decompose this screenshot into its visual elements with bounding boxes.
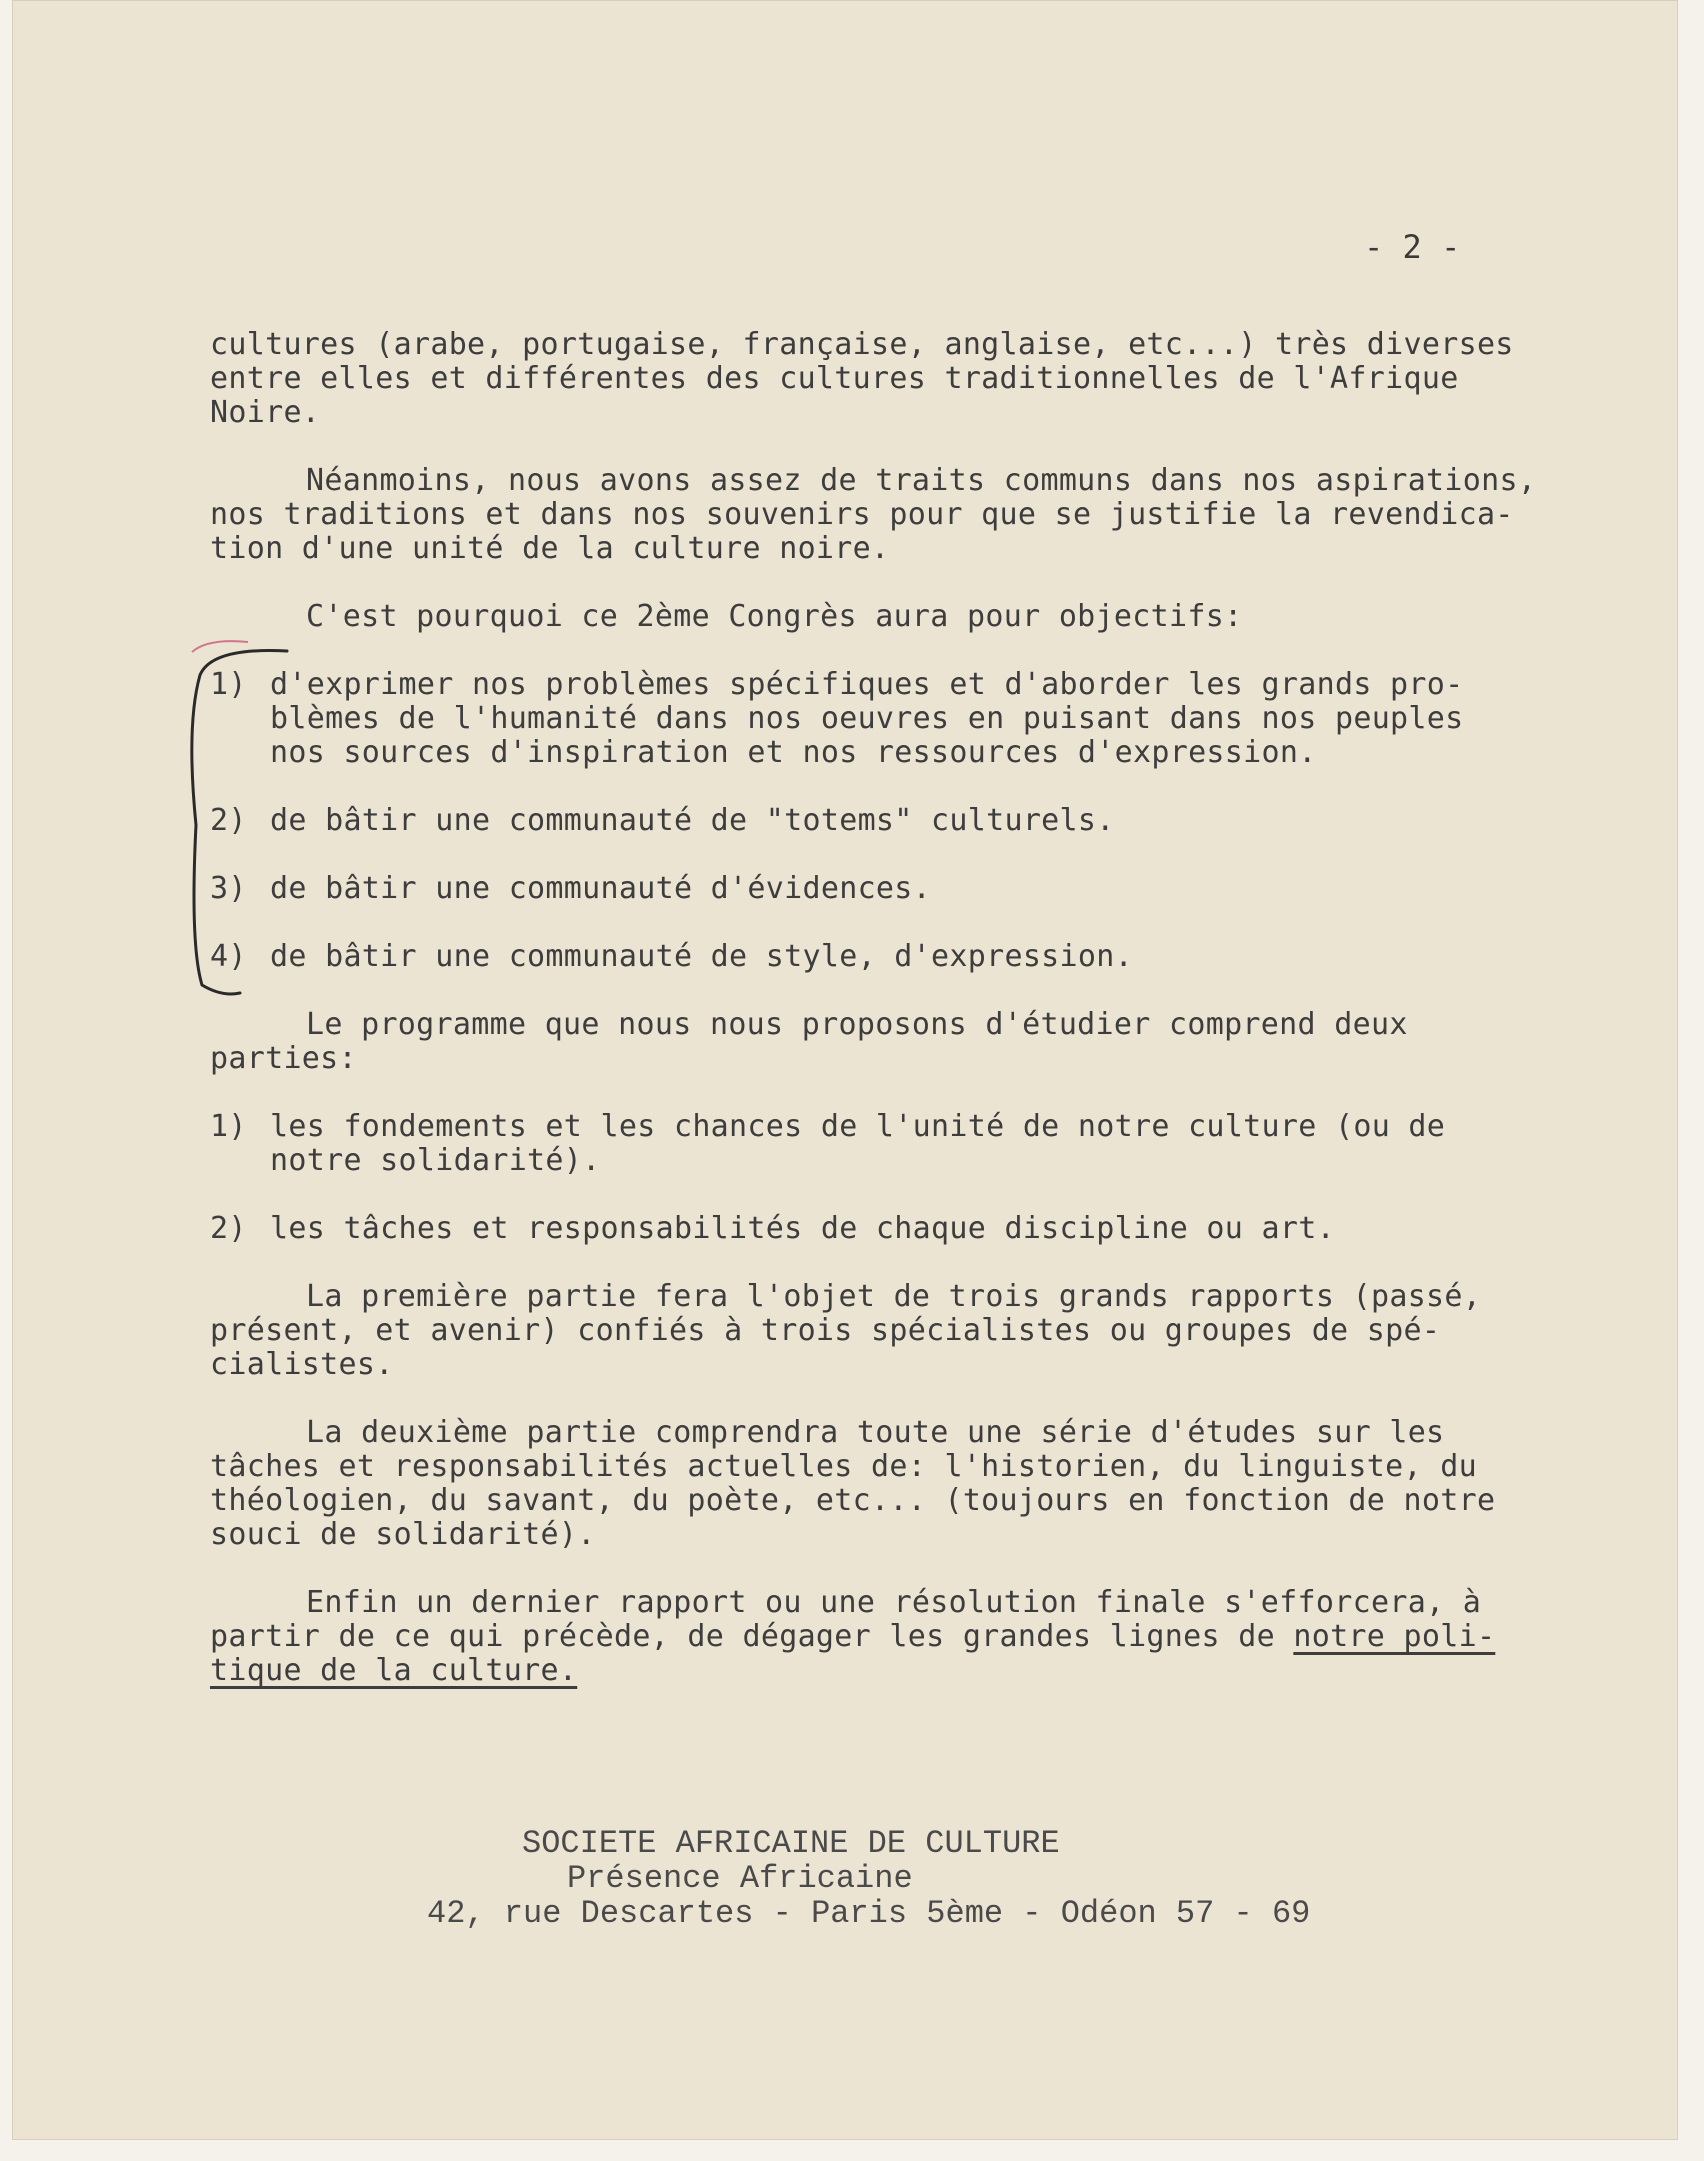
paragraph-objectives-intro: C'est pourquoi ce 2ème Congrès aura pour objectifs: [306,599,1243,634]
part-number: 1) [210,1109,247,1144]
objective-number: 4) [210,939,247,974]
page-number: - 2 - [1364,228,1461,266]
paragraph-programme: Le programme que nous nous proposons d'étudier comprend deux parties: [210,1007,1408,1076]
objective-text: de bâtir une communauté d'évidences. [270,871,932,906]
paragraph-neanmoins: Néanmoins, nous avons assez de traits communs dans nos aspirations, nos traditions et dans nos souvenirs pour que se justifie la revendica- tion d'une unité de la culture noire. [210,463,1537,566]
objective-text: de bâtir une communauté de style, d'expression. [270,939,1133,974]
objective-item [210,804,1650,838]
objective-item [210,940,1650,974]
paragraph-enfin-text: Enfin un dernier rapport ou une résolution finale s'efforcera, à partir de ce qui précède, de dégager les grandes lignes de [210,1585,1482,1654]
objective-item [210,668,1650,770]
letterhead-footer [332,1826,1432,1931]
footer-subtitle: Présence Africaine [567,1860,913,1897]
part-number: 2) [210,1211,247,1246]
part-item [210,1212,1650,1246]
paragraph-enfin [210,1586,1650,1688]
letter-body [210,328,1650,1722]
part-text: les tâches et responsabilités de chaque discipline ou art. [270,1211,1335,1246]
objective-text: de bâtir une communauté de "totems" culturels. [270,803,1115,838]
underlined-politique: notre poli- tique de la culture. [210,1619,1496,1688]
part-text: les fondements et les chances de l'unité de notre culture (ou de notre solidarité). [270,1109,1446,1178]
footer-organization: SOCIETE AFRICAINE DE CULTURE [522,1825,1060,1862]
part-item [210,1110,1650,1178]
paragraph-deuxieme-partie: La deuxième partie comprendra toute une série d'études sur les tâches et responsabilités actuelles de: l'historien, du linguiste, du théologien, du savant, du poète, etc... (toujours en fonction de notre souci de solidarité). [210,1415,1496,1552]
paper-sheet [12,0,1678,2140]
footer-address: 42, rue Descartes - Paris 5ème - Odéon 57 - 69 [427,1895,1311,1932]
paragraph-cultures: cultures (arabe, portugaise, française, anglaise, etc...) très diverses entre elles et différentes des cultures traditionnelles de l'Afrique Noire. [210,327,1514,430]
objective-number: 2) [210,803,247,838]
objective-number: 1) [210,667,247,702]
objective-item [210,872,1650,906]
paragraph-premiere-partie: La première partie fera l'objet de trois grands rapports (passé, présent, et avenir) confiés à trois spécialistes ou groupes de spé- cialistes. [210,1279,1482,1382]
objective-number: 3) [210,871,247,906]
objective-text: d'exprimer nos problèmes spécifiques et d'aborder les grands pro- blèmes de l'humanité dans nos oeuvres en puisant dans nos peuples nos sources d'inspiration et nos ressources d'expression. [270,667,1464,770]
